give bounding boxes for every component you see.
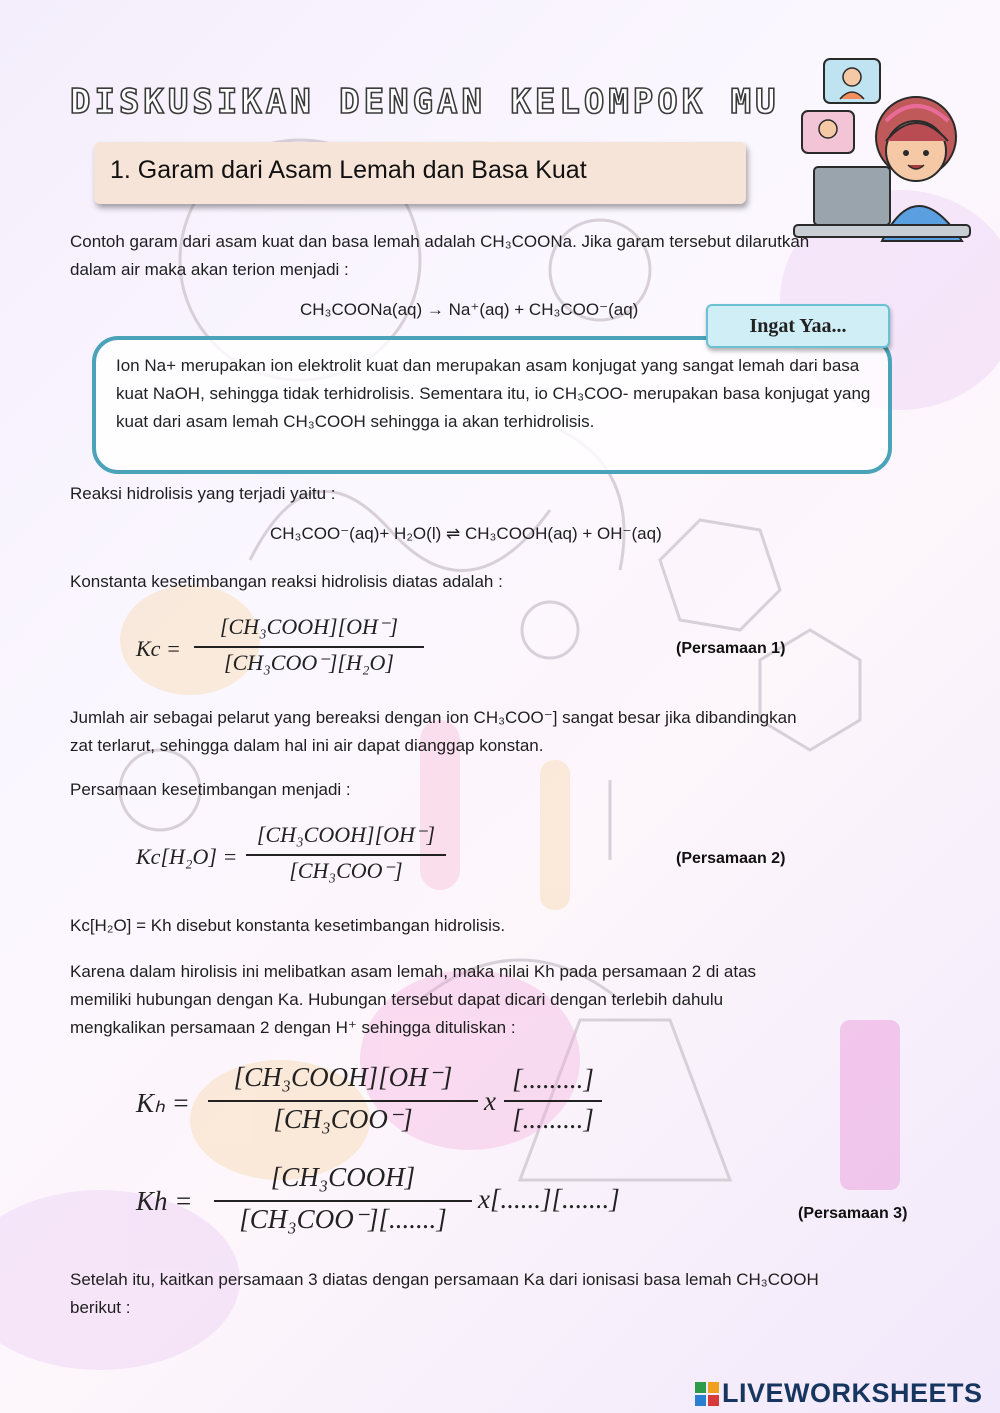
intro-line-1: Contoh garam dari asam kuat dan basa lemah adalah CH₃COONa. Jika garam tersebut dilarutkan — [70, 232, 810, 251]
kh-equation-2 — [136, 1162, 676, 1246]
ionization-equation: CH₃COONa(aq) → Na⁺(aq) + CH₃COO⁻(aq) — [300, 300, 639, 319]
equation-2-denominator: [CH₃COO⁻] — [289, 858, 403, 883]
kh-equation-2-fraction-bar — [214, 1200, 472, 1202]
kh-equation-1-blank-denominator[interactable]: [.........] — [512, 1104, 594, 1134]
equation-1-numerator: [CH₃COOH][OH⁻] — [219, 614, 399, 639]
kh-equation-1-lhs: Kₕ = — [136, 1088, 190, 1118]
kh-equation-1-fraction-bar — [208, 1100, 478, 1102]
kh-equation-1 — [136, 1062, 616, 1142]
reminder-tag-label: Ingat Yaa... — [749, 315, 847, 337]
water-line-1: Jumlah air sebagai pelarut yang bereaksi dengan ion CH₃COO⁻] sangat besar jika dibandingkan — [70, 708, 797, 727]
closing-line-2: berikut : — [70, 1298, 131, 1317]
equation-2-numerator: [CH₃COOH][OH⁻] — [256, 822, 436, 847]
equation-1-fraction-bar — [194, 646, 424, 648]
kh-equation-2-numerator: [CH₃COOH] — [270, 1162, 416, 1192]
kh-equation-1-denominator: [CH₃COO⁻] — [273, 1104, 413, 1134]
ka-line-2: memiliki hubungan dengan Ka. Hubungan tersebut dapat dicari dengan terlebih dahulu — [70, 990, 724, 1009]
equation-2 — [136, 822, 466, 892]
kh-equation-2-tail[interactable]: x[......][.......] — [478, 1184, 620, 1214]
brand-logo — [694, 1378, 983, 1409]
kh-equation-1-numerator: [CH₃COOH][OH⁻] — [233, 1062, 453, 1092]
equation-1-label: (Persamaan 1) — [676, 640, 786, 657]
equation-2-label: (Persamaan 2) — [676, 850, 786, 867]
section-title: 1. Garam dari Asam Lemah dan Basa Kuat — [110, 156, 587, 184]
equation-1 — [136, 612, 436, 682]
equation-2-lhs: Kc[H₂O] = — [136, 844, 238, 869]
kh-equation-2-denominator[interactable]: [CH₃COO⁻][.......] — [239, 1204, 447, 1234]
intro-line-2: dalam air maka akan terion menjadi : — [70, 260, 349, 279]
equation-intro: Persamaan kesetimbangan menjadi : — [70, 780, 351, 799]
ka-line-1: Karena dalam hirolisis ini melibatkan asam lemah, maka nilai Kh pada persamaan 2 di atas — [70, 962, 757, 981]
equation-1-lhs: Kc = — [136, 636, 181, 661]
kh-equation-1-blank-numerator[interactable]: [.........] — [512, 1064, 594, 1094]
closing-line-1: Setelah itu, kaitkan persamaan 3 diatas dengan persamaan Ka dari ionisasi basa lemah CH₃COOH — [70, 1270, 819, 1289]
equation-3-label: (Persamaan 3) — [798, 1205, 908, 1222]
kh-equation-2-lhs: Kh = — [136, 1186, 193, 1216]
hydrolysis-equation: CH₃COO⁻(aq)+ H₂O(l) ⇌ CH₃COOH(aq) + OH⁻(aq) — [270, 524, 662, 543]
reminder-tag — [706, 304, 890, 348]
kh-equation-1-times: x — [484, 1086, 496, 1116]
kh-definition: Kc[H₂O] = Kh disebut konstanta kesetimbangan hidrolisis. — [70, 916, 506, 935]
brand-mark-icon — [694, 1381, 720, 1407]
hydrolysis-intro: Reaksi hidrolisis yang terjadi yaitu : — [70, 484, 336, 503]
ka-line-3: mengkalikan persamaan 2 dengan H⁺ sehingga dituliskan : — [70, 1018, 516, 1037]
brand-name: LIVEWORKSHEETS — [722, 1378, 983, 1408]
kc-intro: Konstanta kesetimbangan reaksi hidrolisis diatas adalah : — [70, 572, 503, 591]
equation-2-fraction-bar — [246, 854, 446, 856]
page-heading: DISKUSIKAN DENGAN KELOMPOK MU — [70, 82, 780, 122]
section-title-box — [94, 142, 746, 204]
reminder-text: Ion Na+ merupakan ion elektrolit kuat dan merupakan asam konjugat yang sangat lemah dari basa kuat NaOH, sehingga tidak terhidrolisis. Sementara itu, io CH₃COO- merupakan basa konjugat yang kuat dari asam lemah CH₃COOH sehingga ia akan terhidrolisis. — [116, 356, 871, 431]
water-line-2: zat terlarut, sehingga dalam hal ini air dapat dianggap konstan. — [70, 736, 544, 755]
kh-equation-1-fraction-bar-2 — [504, 1100, 602, 1102]
reminder-box — [92, 336, 892, 474]
student-laptop-illustration — [790, 55, 980, 245]
equation-1-denominator: [CH₃COO⁻][H₂O] — [224, 650, 394, 675]
